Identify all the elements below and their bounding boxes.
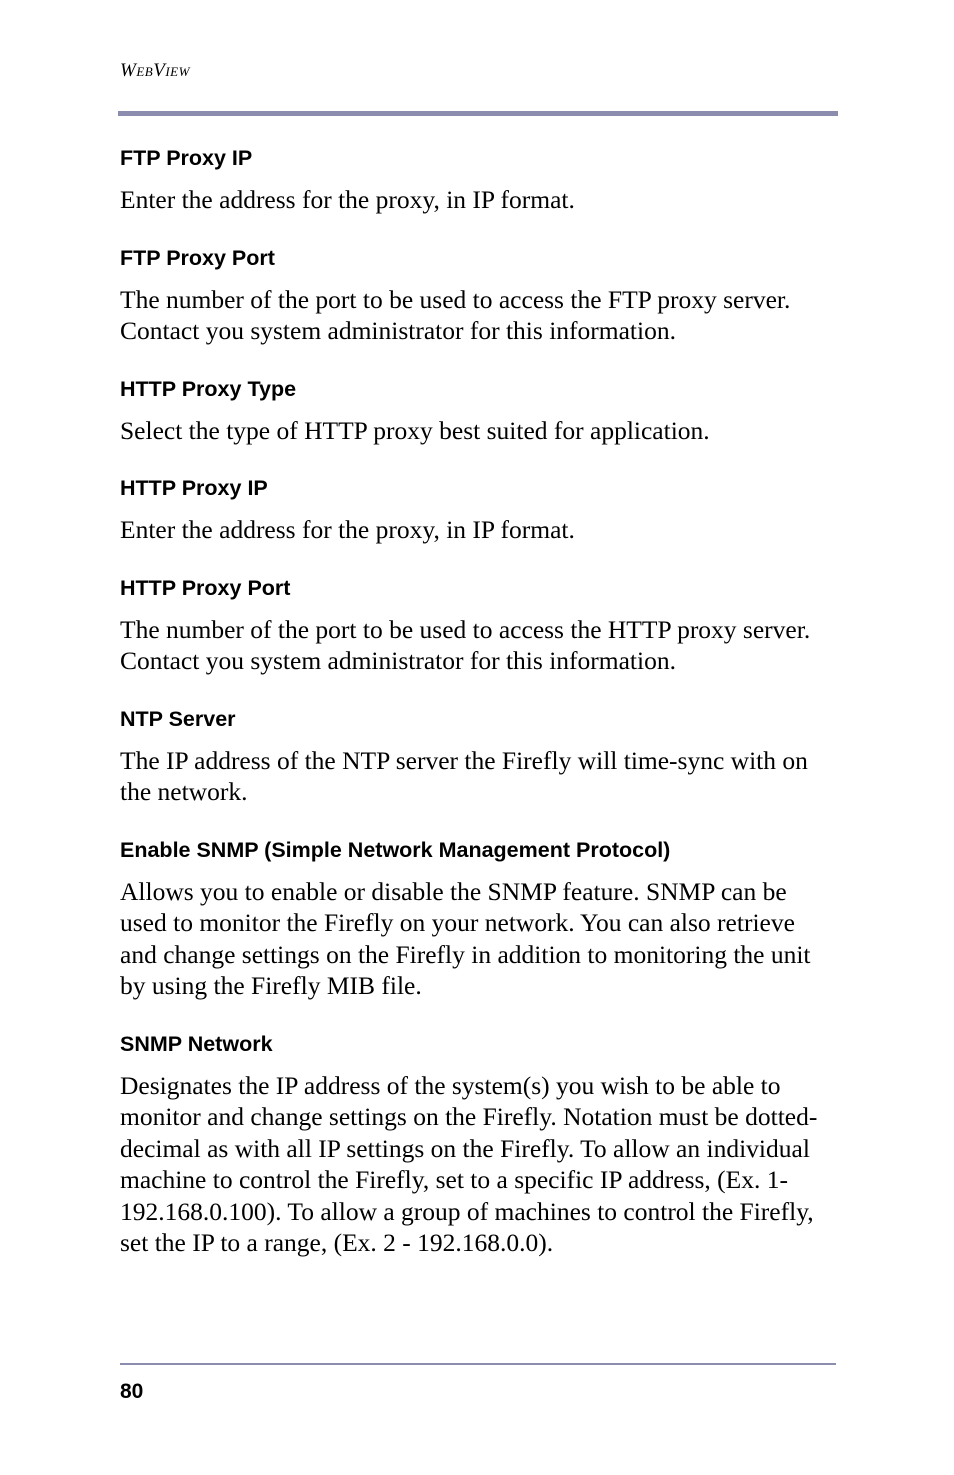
section-body: Designates the IP address of the system(s) you wish to be able to monitor and change settings on the Firefly. Notation must be dotted-decimal as with all IP settings on the Firefly. To allow an individual machine to control the Firefly, set to a specific IP address, (Ex. 1- 192.168.0.100). To allow a group of machines to control the Firefly, set the IP to a range, (Ex. 2 - 192.168.0.0). <box>120 1070 818 1257</box>
section-heading: FTP Proxy IP <box>120 146 253 170</box>
section-heading: FTP Proxy Port <box>120 245 275 270</box>
section-ftp-proxy-ip <box>120 143 832 216</box>
section-body: Allows you to enable or disable the SNMP feature. SNMP can be used to monitor the Firefly on your network. You can also retrieve and change settings on the Firefly in addition to monitoring the unit by using the Firefly MIB file. <box>120 876 811 1000</box>
section-body: Enter the address for the proxy, in IP format. <box>120 515 575 544</box>
section-ftp-proxy-port <box>120 243 832 347</box>
section-body: The number of the port to be used to access the HTTP proxy server. Contact you system administrator for this information. <box>120 614 811 675</box>
section-heading: Enable SNMP (Simple Network Management Protocol) <box>120 837 671 862</box>
section-heading: SNMP Network <box>120 1031 273 1056</box>
section-enable-snmp <box>120 835 832 1002</box>
section-heading: HTTP Proxy Port <box>120 575 291 600</box>
running-header: WebView <box>120 60 190 81</box>
section-http-proxy-port <box>120 573 832 677</box>
section-body: Select the type of HTTP proxy best suited for application. <box>120 415 710 445</box>
section-heading: HTTP Proxy IP <box>120 476 268 500</box>
section-body: The IP address of the NTP server the Firefly will time-sync with on the network. <box>120 745 808 806</box>
section-http-proxy-ip <box>120 473 832 546</box>
section-body: The number of the port to be used to access the FTP proxy server. Contact you system administrator for this information. <box>120 284 791 345</box>
section-snmp-network <box>120 1029 832 1259</box>
section-ntp-server <box>120 704 832 808</box>
section-heading: NTP Server <box>120 706 236 731</box>
section-body: Enter the address for the proxy, in IP format. <box>120 185 575 214</box>
section-heading: HTTP Proxy Type <box>120 376 297 401</box>
section-http-proxy-type <box>120 374 832 447</box>
page-content <box>120 143 832 1286</box>
page-number: 80 <box>120 1380 144 1403</box>
footer-rule <box>120 1363 836 1365</box>
header-rule <box>118 111 838 116</box>
